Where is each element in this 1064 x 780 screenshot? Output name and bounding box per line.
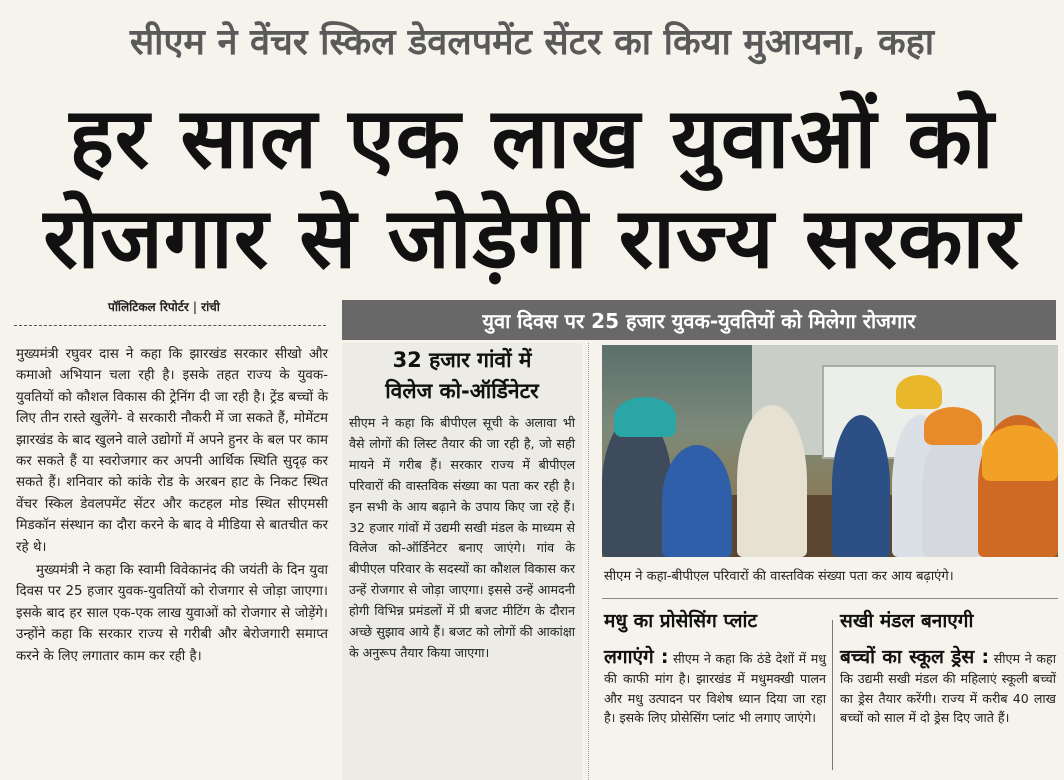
photo-person xyxy=(737,405,807,557)
byline xyxy=(108,298,220,315)
honey-box-text: सीएम ने कहा कि ठंडे देशों में मधु की काफी मांग है। झारखंड में मधुमक्खी पालन और मधु उत्पादन पर विशेष ध्यान दिया जा रहा है। इसके लिए प्रोसेसिंग प्लांट भी लगाए जाएंगे। xyxy=(604,651,827,726)
photo-caption: सीएम ने कहा-बीपीएल परिवारों की वास्तविक संख्या पता कर आय बढ़ाएंगे। xyxy=(604,569,954,584)
photo-person xyxy=(662,445,732,557)
sidebar-title-line-1: 32 हजार गांवों में xyxy=(392,348,532,372)
main-story-paragraph: मुख्यमंत्री ने कहा कि स्वामी विवेकानंद की जयंती के दिन युवा दिवस पर 25 हजार युवक-युवतियों को रोजगार से जोड़ा जाएगा। इसके बाद हर साल एक-एक लाख युवाओं को रोजगार से जोड़ेंगे। उन्होंने कहा कि सरकार राज्य से गरीबी और बेरोजगारी समाप्त करने के लिए लगातार काम कर रही है। xyxy=(16,563,328,664)
section-banner: युवा दिवस पर 25 हजार युवक-युवतियों को मिलेगा रोजगार xyxy=(342,300,1056,340)
news-photo xyxy=(602,345,1058,557)
kicker-subheadline: सीएम ने वेंचर स्किल डेवलपमेंट सेंटर का किया मुआयना, कहा xyxy=(129,22,935,63)
box-divider xyxy=(832,620,833,770)
byline-divider xyxy=(14,325,326,326)
column-divider xyxy=(588,343,589,780)
main-story-paragraph: मुख्यमंत्री रघुवर दास ने कहा कि झारखंड सरकार सीखो और कमाओ अभियान चला रही है। इसके तहत राज्य के युवक-युवतियों को कौशल विकास की ट्रेनिंग दी जा रही है। ट्रेंड बच्चों के लिए तीन रास्ते खुलेंगे- वे सरकारी नौकरी में जा सकते हैं, मोमेंटम झारखंड के बाद खुलने वाले उद्योगों में अपने हुनर के बल पर काम कर सकते हैं या स्वरोजगार कर अपनी आर्थिक स्थिति सुदृढ़ कर सकते हैं। शनिवार को कांके रोड के अरबन हाट के निकट स्थित वेंचर स्किल डेवलपमेंट सेंटर और कटहल मोड स्थित सीएमसी मिडकॉन संस्थान का दौरा करने के बाद वे मीडिया से बातचीत कर रहे थे। xyxy=(16,347,328,555)
sidebar-title-line-2: विलेज को-ऑर्डिनेटर xyxy=(385,379,539,403)
photo-helmet xyxy=(982,425,1058,481)
dateline-city: रांची xyxy=(201,300,220,314)
reporter-name: पॉलिटिकल रिपोर्टर xyxy=(108,300,189,314)
photo-helmet xyxy=(896,375,942,409)
honey-box-body xyxy=(604,648,826,728)
sidebar-story xyxy=(342,343,582,780)
dress-box-body xyxy=(840,648,1056,728)
photo-person xyxy=(832,415,890,557)
headline-line-1: हर साल एक लाख युवाओं को xyxy=(69,89,995,187)
photo-helmet xyxy=(614,397,676,437)
dress-box-title: सखी मंडल बनाएगी xyxy=(840,610,974,632)
sidebar-story-title xyxy=(342,345,582,407)
honey-box-lead: लगाएंगे : xyxy=(604,646,669,668)
headline-line-2: रोजगार से जोड़ेगी राज्य सरकार xyxy=(43,189,1021,287)
honey-box-title: मधु का प्रोसेसिंग प्लांट xyxy=(604,610,758,632)
caption-divider xyxy=(602,598,1058,599)
sidebar-story-body: सीएम ने कहा कि बीपीएल सूची के अलावा भी वैसे लोगों की लिस्ट तैयार की जा रही है, जो सही मायने में गरीब हैं। सरकार राज्य में बीपीएल परिवारों की वास्तविक संख्या का पता कर रही है। इन सभी के आय बढ़ाने के उपाय किए जा रहे हैं। 32 हजार गांवों में उद्यमी सखी मंडल के माध्यम से विलेज को-ऑर्डिनेटर बनाए जाएंगे। गांव के बीपीएल परिवार के सदस्यों का कौशल विकास कर उन्हें रोजगार से जोड़ा जाएगा। इससे उन्हें आमदनी होगी विभिन्न प्रमंडलों में प्री बजट मीटिंग के दौरान अच्छे सुझाव आये हैं। बजट को लोगों की आकांक्षा के अनुरूप तैयार किया जाएगा। xyxy=(349,415,575,660)
byline-separator: | xyxy=(192,300,198,314)
main-story xyxy=(16,344,328,667)
dress-box-lead: बच्चों का स्कूल ड्रेस : xyxy=(840,646,990,668)
photo-helmet xyxy=(924,407,982,445)
dress-box-text: सीएम ने कहा कि उद्यमी सखी मंडल की महिलाएं स्कूली बच्चों का ड्रेस तैयार करेंगी। राज्य में करीब 40 लाख बच्चों को साल में दो ड्रेस दिए जाते हैं। xyxy=(840,651,1056,726)
